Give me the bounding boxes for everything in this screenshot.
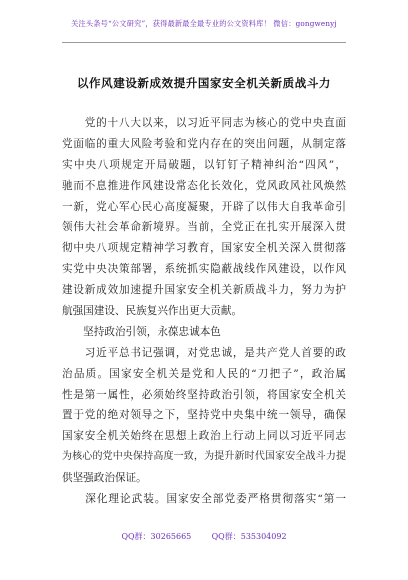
body-line: 党面临的重大风险考验和党内存在的突出问题，从制定落	[62, 137, 346, 150]
body-line: 性是第一属性，必须始终坚持政治引领，将国家安全机关	[62, 388, 346, 401]
body-line: 实党中央决策部署，系统抓实隐蔽战线作风建设，以作风	[62, 263, 346, 276]
body-line: 为核心的党中央保持高度一致，为提升新时代国家安全战斗力提	[62, 451, 346, 463]
body-line: 供坚强政治保证。	[62, 472, 147, 485]
body-line: 一新，党心军心民心高度凝聚，开辟了以伟大自我革命引	[62, 200, 346, 213]
body-line: 领伟大社会革命新境界。当前，全党正在扎实开展深入贯	[62, 221, 346, 234]
body-line: 国家安全机关始终在思想上政治上行动上同以习近平同志	[62, 430, 346, 443]
header-note: 关注头条号“公文研究”，获得最新最全最专业的公文资料库！ 微信：gongwenyj	[71, 19, 337, 28]
body-line: 航强国建设、民族复兴作出更大贡献。	[62, 305, 243, 318]
body-line: 驰而不息推进作风建设常态化长效化，党风政风社风焕然	[62, 179, 346, 192]
section-heading: 坚持政治引领，永葆忠诚本色	[62, 325, 221, 338]
body-line: 党的十八大以来，以习近平同志为核心的党中央直面	[62, 117, 346, 129]
body-line: 深化理论武装。国家安全部党委严格贯彻落实“第一	[62, 493, 346, 506]
body-line: 实中央八项规定开局破题，以钉钉子精神纠治“四风”，	[62, 158, 346, 171]
body-line: 置于党的绝对领导之下，坚持党中央集中统一领导，确保	[62, 409, 346, 422]
footer-note: QQ群：30265665 QQ群：535304092	[121, 532, 287, 541]
header-divider	[62, 42, 346, 43]
body-line: 习近平总书记强调，对党忠诚，是共产党人首要的政	[62, 346, 346, 359]
document-body	[62, 113, 346, 510]
document-title: 以作风建设新成效提升国家安全机关新质战斗力	[76, 76, 332, 90]
body-line: 治品质。国家安全机关是党和人民的“刀把子”，政治属	[62, 367, 346, 380]
body-line: 彻中央八项规定精神学习教育，国家安全机关深入贯彻落	[62, 242, 346, 255]
body-line: 建设新成效加速提升国家安全机关新质战斗力，努力为护	[62, 284, 346, 297]
